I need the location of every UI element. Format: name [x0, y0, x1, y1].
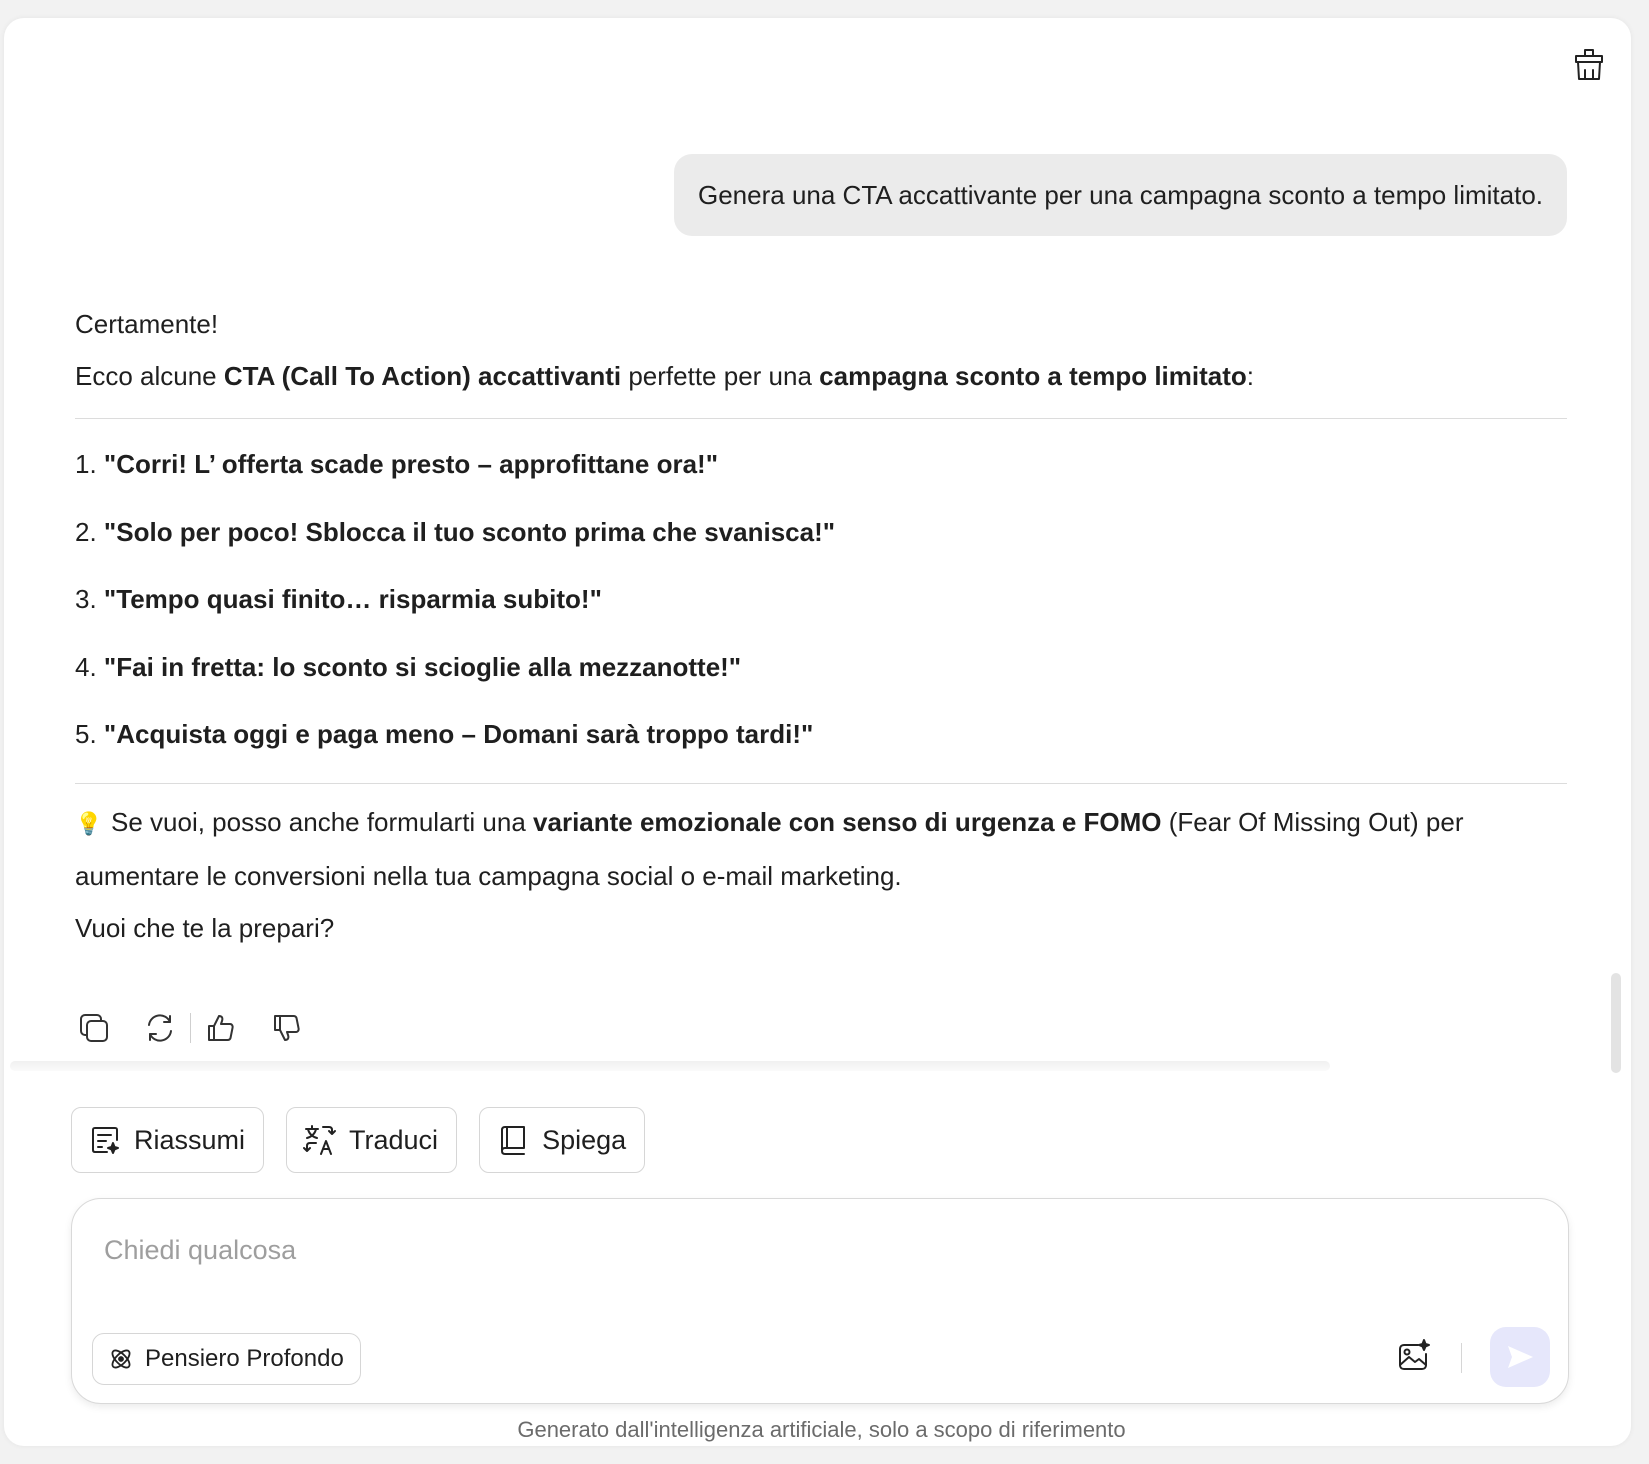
- divider: [75, 418, 1567, 419]
- intro-bold-campaign: campagna sconto a tempo limitato: [819, 361, 1247, 391]
- deep-think-toggle[interactable]: [92, 1333, 361, 1385]
- regenerate-button[interactable]: [142, 1010, 178, 1046]
- summarize-icon: [88, 1123, 122, 1157]
- intro-suffix: :: [1246, 361, 1255, 391]
- copy-icon: [78, 1012, 110, 1044]
- translate-button[interactable]: [286, 1107, 457, 1173]
- list-text: "Corri! L’ offerta scade presto – approfittane ora!": [103, 449, 719, 479]
- tip-suffix: (Fear Of Missing Out) per aumentare le conversioni nella tua campagna social o e-mail marketing.: [75, 806, 1464, 891]
- like-button[interactable]: [203, 1010, 239, 1046]
- closing-question: Vuoi che te la prepari?: [75, 912, 335, 943]
- actions-divider: [190, 1013, 191, 1043]
- trash-basket-icon: [1572, 46, 1606, 82]
- intro-middle: perfette per una: [621, 361, 820, 391]
- lightbulb-icon: 💡: [75, 810, 103, 836]
- list-item: [75, 634, 1567, 702]
- list-item: [75, 701, 1567, 769]
- summarize-button[interactable]: [71, 1107, 264, 1173]
- send-icon: [1505, 1342, 1535, 1372]
- list-item: [75, 499, 1567, 567]
- user-message-text: Genera una CTA accattivante per una campagna sconto a tempo limitato.: [698, 179, 1543, 210]
- list-number: 5.: [75, 719, 97, 749]
- dislike-button[interactable]: [269, 1010, 305, 1046]
- refresh-icon: [144, 1012, 176, 1044]
- list-number: 1.: [75, 449, 97, 479]
- tip-paragraph: [75, 796, 1567, 902]
- ai-disclaimer: Generato dall'intelligenza artificiale, solo a scopo di riferimento: [517, 1417, 1126, 1442]
- list-number: 4.: [75, 651, 97, 682]
- greeting-text: Certamente!: [75, 309, 219, 339]
- list-item: [75, 431, 1567, 499]
- divider: [75, 783, 1567, 784]
- assistant-message: [75, 298, 1567, 954]
- message-actions: [76, 1008, 305, 1048]
- summarize-label: Riassumi: [134, 1124, 246, 1155]
- quick-actions: [71, 1107, 645, 1173]
- list-text: "Solo per poco! Sblocca il tuo sconto prima che svanisca!": [103, 516, 836, 547]
- list-text: "Acquista oggi e paga meno – Domani sarà troppo tardi!": [103, 719, 814, 749]
- explain-label: Spiega: [542, 1124, 627, 1155]
- tip-prefix: Se vuoi, posso anche formularti una: [111, 806, 534, 837]
- thumbs-up-icon: [205, 1012, 237, 1044]
- intro-bold-cta: CTA (Call To Action) accattivanti: [223, 361, 622, 391]
- list-item: [75, 566, 1567, 634]
- atom-icon: [107, 1345, 135, 1373]
- scroll-fade: [10, 1061, 1330, 1071]
- user-message-bubble: [674, 154, 1567, 236]
- clear-chat-button[interactable]: [1569, 44, 1609, 84]
- composer-divider: [1461, 1343, 1462, 1373]
- thumbs-down-icon: [271, 1012, 303, 1044]
- copy-button[interactable]: [76, 1010, 112, 1046]
- send-button[interactable]: [1490, 1327, 1550, 1387]
- scrollbar[interactable]: [1611, 973, 1621, 1073]
- intro-paragraph: [75, 350, 1567, 402]
- image-upload-button[interactable]: [1394, 1336, 1434, 1376]
- translate-icon: [303, 1123, 337, 1157]
- list-text: "Tempo quasi finito… risparmia subito!": [103, 584, 602, 614]
- list-number: 3.: [75, 584, 97, 614]
- book-icon: [496, 1123, 530, 1157]
- list-text: "Fai in fretta: lo sconto si scioglie alla mezzanotte!": [103, 651, 742, 682]
- explain-button[interactable]: [479, 1107, 645, 1173]
- image-sparkle-icon: [1396, 1338, 1432, 1374]
- translate-label: Traduci: [349, 1124, 439, 1155]
- tip-bold: variante emozionale con senso di urgenza e FOMO: [533, 806, 1162, 837]
- list-number: 2.: [75, 516, 97, 547]
- intro-prefix: Ecco alcune: [75, 361, 224, 391]
- composer: [71, 1198, 1569, 1404]
- message-input[interactable]: [102, 1227, 1506, 1273]
- chat-panel: [4, 18, 1631, 1446]
- deep-think-label: Pensiero Profondo: [145, 1345, 344, 1372]
